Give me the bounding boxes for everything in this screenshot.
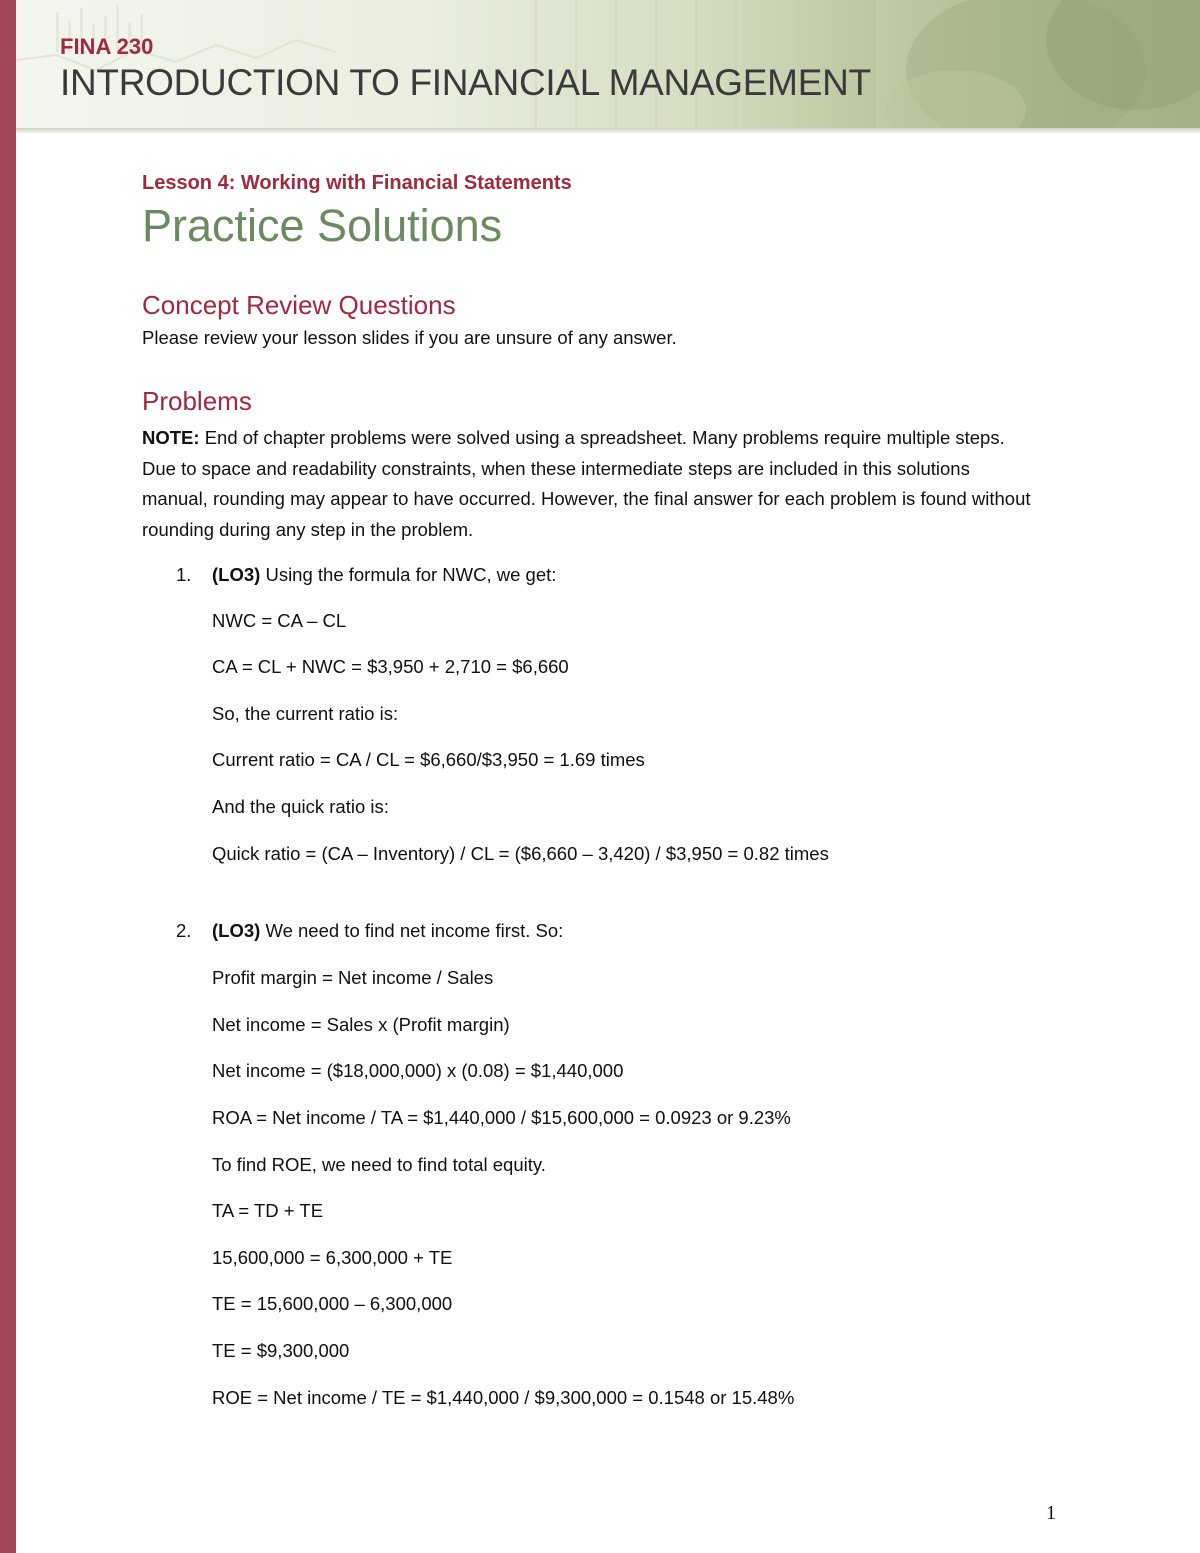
solution-line: TA = TD + TE	[212, 1200, 324, 1221]
course-title: INTRODUCTION TO FINANCIAL MANAGEMENT	[60, 62, 871, 103]
solution-line: Current ratio = CA / CL = $6,660/$3,950 = 1.69 times	[212, 749, 645, 770]
solution-line: So, the current ratio is:	[212, 703, 399, 724]
problem-intro	[212, 564, 556, 586]
solution-line: TE = 15,600,000 – 6,300,000	[212, 1293, 453, 1314]
problem-tag: (LO3)	[212, 564, 261, 585]
concept-review-text: Please review your lesson slides if you are unsure of any answer.	[142, 327, 677, 348]
note-text: End of chapter problems were solved using a spreadsheet. Many problems require multiple steps. Due to space and readability constraints, when these intermediate steps are included in this solutions manual, rounding may appear to have occurred. However, the final answer for each problem is found without rounding during any step in the problem.	[142, 427, 1031, 540]
solution-line: Net income = ($18,000,000) x (0.08) = $1,440,000	[212, 1060, 624, 1081]
page-number: 1	[1046, 1502, 1056, 1524]
problems-note	[142, 423, 1037, 545]
note-label: NOTE:	[142, 427, 200, 448]
solution-line: NWC = CA – CL	[212, 610, 347, 631]
solution-line: Quick ratio = (CA – Inventory) / CL = ($6,660 – 3,420) / $3,950 = 0.82 times	[212, 843, 829, 864]
solution-line: TE = $9,300,000	[212, 1340, 350, 1361]
problem-number: 1.	[176, 564, 192, 585]
solution-line: ROA = Net income / TA = $1,440,000 / $15,600,000 = 0.0923 or 9.23%	[212, 1107, 791, 1128]
problem-number: 2.	[176, 920, 192, 941]
solution-line: ROE = Net income / TE = $1,440,000 / $9,300,000 = 0.1548 or 15.48%	[212, 1387, 795, 1408]
solution-line: And the quick ratio is:	[212, 796, 389, 817]
problem-intro-text: Using the formula for NWC, we get:	[260, 564, 557, 585]
solution-line: Net income = Sales x (Profit margin)	[212, 1014, 510, 1035]
concept-review-heading: Concept Review Questions	[142, 290, 456, 320]
problem-tag: (LO3)	[212, 920, 261, 941]
problem-intro	[212, 920, 563, 942]
solution-line: Profit margin = Net income / Sales	[212, 967, 494, 988]
page-title: Practice Solutions	[142, 200, 503, 251]
side-accent-bar	[0, 0, 16, 1553]
solution-line: CA = CL + NWC = $3,950 + 2,710 = $6,660	[212, 656, 569, 677]
lesson-subtitle: Lesson 4: Working with Financial Statements	[142, 172, 572, 194]
problem-intro-text: We need to find net income first. So:	[260, 920, 564, 941]
solution-line: 15,600,000 = 6,300,000 + TE	[212, 1247, 453, 1268]
header-banner	[16, 0, 1200, 128]
solution-line: To find ROE, we need to find total equity.	[212, 1154, 546, 1175]
problems-heading: Problems	[142, 386, 252, 416]
banner-divider	[16, 128, 1200, 134]
course-code: FINA 230	[60, 34, 154, 59]
